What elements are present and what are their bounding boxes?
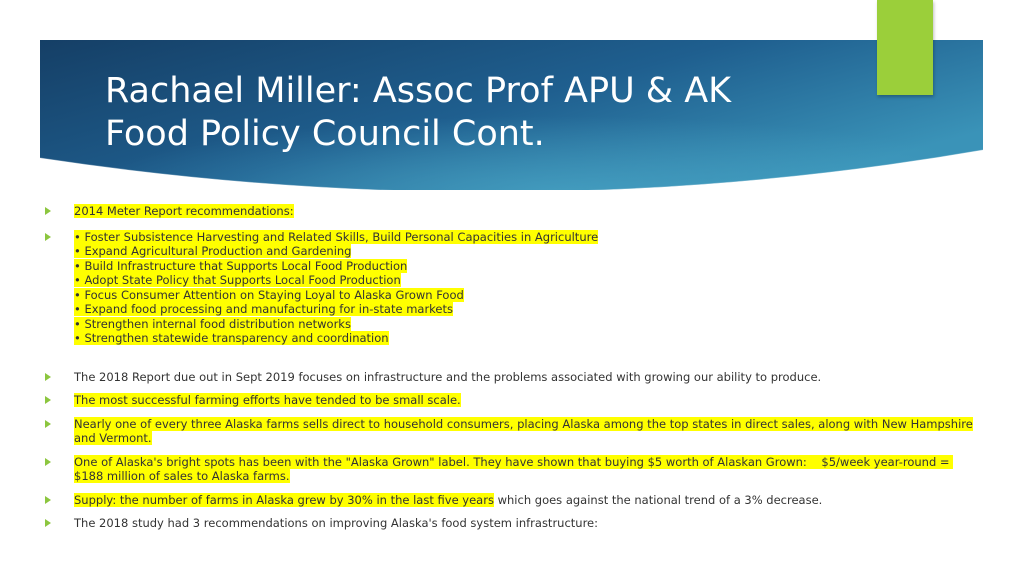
triangle-right-icon [45, 420, 51, 428]
small-scale-text: The most successful farming efforts have tended to be small scale. [74, 393, 461, 407]
recommendation-item: • Foster Subsistence Harvesting and Related Skills, Build Personal Capacities in Agriculture [74, 229, 599, 244]
slide-content [45, 204, 975, 531]
bullet-alaska-grown [45, 455, 975, 484]
slide-title [105, 70, 825, 156]
triangle-right-icon [45, 496, 51, 504]
triangle-right-icon [45, 519, 51, 527]
triangle-right-icon [45, 373, 51, 381]
bullet-recommendations [45, 230, 975, 346]
triangle-right-icon [45, 458, 51, 466]
recommendation-item: • Strengthen statewide transparency and coordination [74, 331, 389, 345]
title-line-1: Rachael Miller: Assoc Prof APU & AK [105, 71, 732, 111]
bullet-report-2018 [45, 370, 975, 385]
study-2018-text: The 2018 study had 3 recommendations on improving Alaska's food system infrastructure: [74, 516, 599, 530]
supply-highlight-text: Supply: the number of farms in Alaska grew by 30% in the last five years [74, 492, 494, 507]
bullet-direct-sales [45, 417, 975, 446]
recommendation-item: • Build Infrastructure that Supports Local Food Production [74, 258, 408, 273]
recommendation-item: • Focus Consumer Attention on Staying Loyal to Alaska Grown Food [74, 287, 464, 302]
recommendation-item: • Expand Agricultural Production and Gardening [74, 244, 352, 258]
bullet-study-2018 [45, 516, 975, 531]
report-2018-text: The 2018 Report due out in Sept 2019 focuses on infrastructure and the problems associated with growing our ability to produce. [74, 369, 822, 384]
alaska-grown-text: One of Alaska's bright spots has been with the "Alaska Grown" label. They have shown that buying $5 worth of Alaskan Grown: $5/week year-round = $188 million of sales to Alaska farms. [74, 454, 954, 483]
triangle-right-icon [45, 396, 51, 404]
bullet-report-heading [45, 204, 975, 219]
title-line-2: Food Policy Council Cont. [105, 114, 545, 154]
report-heading: 2014 Meter Report recommendations: [74, 204, 294, 218]
green-accent-tab [877, 0, 933, 95]
recommendation-item: • Strengthen internal food distribution networks [74, 316, 351, 331]
triangle-right-icon [45, 207, 51, 215]
supply-rest-text: which goes against the national trend of a 3% decrease. [493, 492, 823, 507]
bullet-supply [45, 493, 975, 508]
direct-sales-text: Nearly one of every three Alaska farms sells direct to household consumers, placing Alaska among the top states in direct sales, along with New Hampshire and Vermont. [74, 416, 973, 445]
recommendation-item: • Adopt State Policy that Supports Local Food Production [74, 273, 401, 287]
bullet-small-scale [45, 393, 975, 408]
recommendation-item: • Expand food processing and manufacturing for in-state markets [74, 302, 454, 316]
triangle-right-icon [45, 233, 51, 241]
